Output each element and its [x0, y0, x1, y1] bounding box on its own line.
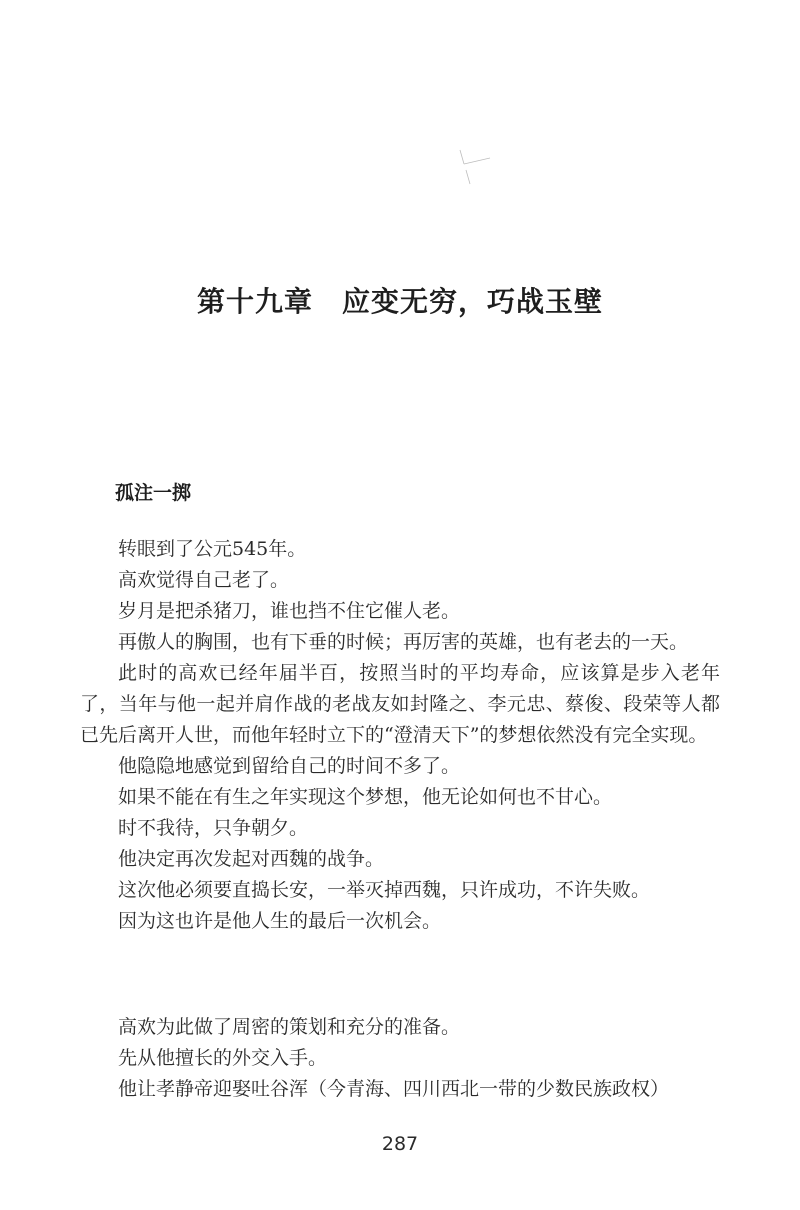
- paragraph: 时不我待，只争朝夕。: [118, 817, 309, 839]
- chapter-title: 第十九章 应变无穷，巧战玉壁: [196, 285, 603, 318]
- paragraph: 如果不能在有生之年实现这个梦想，他无论如何也不甘心。: [118, 786, 613, 808]
- paragraph: 再傲人的胸围，也有下垂的时候；再厉害的英雄，也有老去的一天。: [118, 631, 689, 653]
- section-heading: 孤注一掷: [115, 482, 192, 504]
- body-text-block-1: [80, 534, 720, 937]
- paragraph: 先从他擅长的外交入手。: [118, 1047, 328, 1069]
- paragraph: 此时的高欢已经年届半百，按照当时的平均寿命，应该算是步入老年了，当年与他一起并肩作战的老战友如封隆之、李元忠、蔡俊、段荣等人都已先后离开人世，而他年轻时立下的“澄清天下”的梦想依然没有完全实现。: [80, 662, 720, 746]
- page-number: 287: [381, 1133, 419, 1155]
- paragraph: 他让孝静帝迎娶吐谷浑（今青海、四川西北一带的少数民族政权）: [118, 1078, 670, 1100]
- paragraph: 这次他必须要直捣长安，一举灭掉西魏，只许成功，不许失败。: [118, 879, 651, 901]
- paragraph: 他隐隐地感觉到留给自己的时间不多了。: [118, 755, 461, 777]
- paragraph: 岁月是把杀猪刀，谁也挡不住它催人老。: [118, 600, 461, 622]
- paragraph: 高欢觉得自己老了。: [118, 569, 290, 591]
- paragraph: 因为这也许是他人生的最后一次机会。: [118, 910, 442, 932]
- paragraph: 他决定再次发起对西魏的战争。: [118, 848, 385, 870]
- paragraph: 高欢为此做了周密的策划和充分的准备。: [118, 1016, 461, 1038]
- body-text-block-2: [80, 1012, 720, 1105]
- paragraph: 转眼到了公元545年。: [118, 538, 307, 560]
- paper-speck-mark: [430, 140, 510, 190]
